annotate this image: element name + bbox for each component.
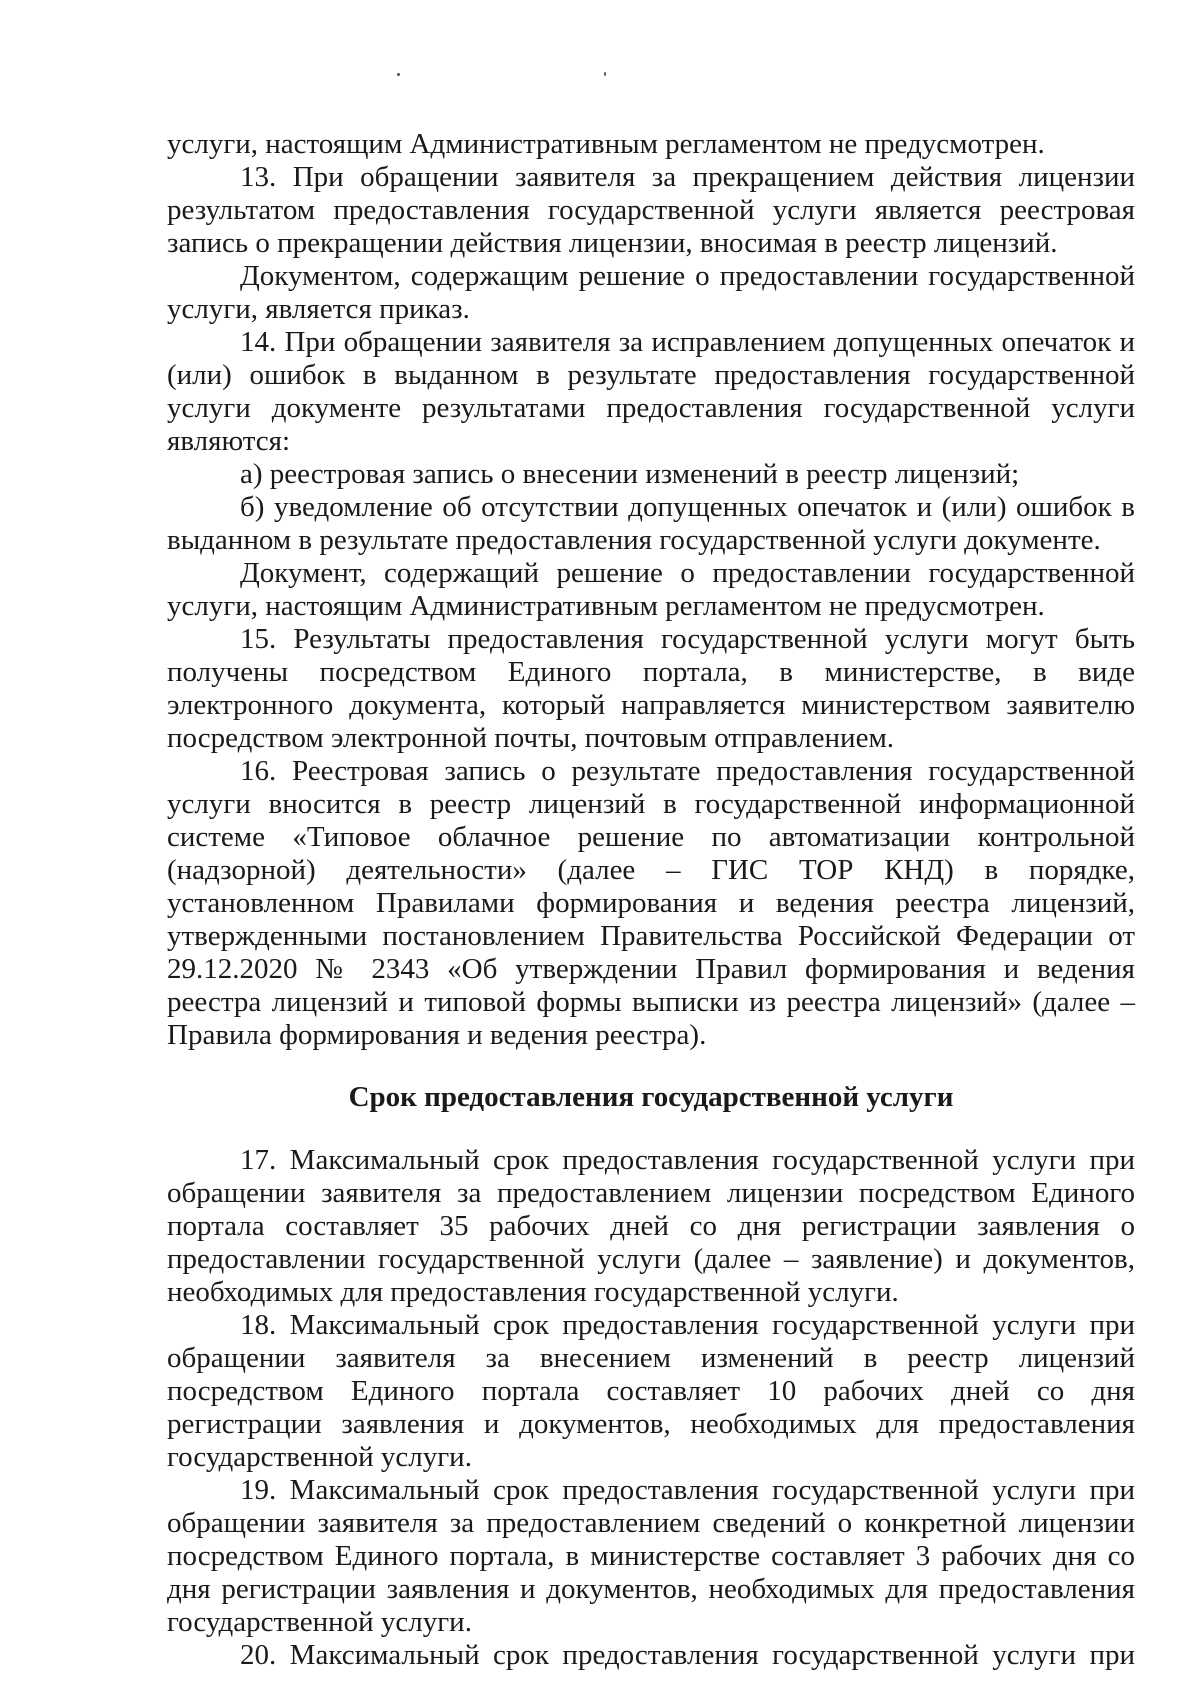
paragraph-item-13: 13. При обращении заявителя за прекращением действия лицензии результатом предоставления государственной услуги является реестровая запись о прекращении действия лицензии, вносимая в реестр лицензий. bbox=[167, 161, 1135, 259]
paragraph-item-18: 18. Максимальный срок предоставления государственной услуги при обращении заявителя за внесением изменений в реестр лицензий посредством Единого портала составляет 10 рабочих дней со дня регистрации заявления и документов, необходимых для предоставления государственной услуги. bbox=[167, 1309, 1135, 1473]
paragraph-item-14-a: а) реестровая запись о внесении изменений в реестр лицензий; bbox=[240, 458, 1020, 490]
paragraph-item-16: 16. Реестровая запись о результате предоставления государственной услуги вносится в реестр лицензий в государственной информационной системе «Типовое облачное решение по автоматизации контрольной (надзорной) деятельности» (далее – ГИС ТОР КНД) в порядке, установленном Правилами формирования и ведения реестра лицензий, утвержденными постановлением Правительства Российской Федерации от 29.12.2020 № 2343 «Об утверждении Правил формирования и ведения реестра лицензий и типовой формы выписки из реестра лицензий» (далее – Правила формирования и ведения реестра). bbox=[167, 755, 1135, 1051]
document-page bbox=[167, 128, 1135, 1672]
section-heading: Срок предоставления государственной услуги bbox=[348, 1081, 954, 1113]
scan-speck bbox=[604, 72, 606, 76]
paragraph-item-14-document: Документ, содержащий решение о предоставлении государственной услуги, настоящим Административным регламентом не предусмотрен. bbox=[167, 557, 1135, 622]
paragraph-item-20: 20. Максимальный срок предоставления государственной услуги при bbox=[240, 1639, 1135, 1671]
paragraph-item-14-b: б) уведомление об отсутствии допущенных опечаток и (или) ошибок в выданном в результате предоставления государственной услуги документе. bbox=[167, 491, 1135, 556]
scan-speck bbox=[397, 73, 400, 76]
paragraph-item-14: 14. При обращении заявителя за исправлением допущенных опечаток и (или) ошибок в выданном в результате предоставления государственной услуги документе результатами предоставления государственной услуги являются: bbox=[167, 326, 1135, 457]
paragraph-item-13-order: Документом, содержащим решение о предоставлении государственной услуги, является приказ. bbox=[167, 260, 1135, 325]
paragraph-item-19: 19. Максимальный срок предоставления государственной услуги при обращении заявителя за предоставлением сведений о конкретной лицензии посредством Единого портала, в министерстве составляет 3 рабочих дня со дня регистрации заявления и документов, необходимых для предоставления государственной услуги. bbox=[167, 1474, 1135, 1638]
paragraph-item-17: 17. Максимальный срок предоставления государственной услуги при обращении заявителя за предоставлением лицензии посредством Единого портала составляет 35 рабочих дней со дня регистрации заявления о предоставлении государственной услуги (далее – заявление) и документов, необходимых для предоставления государственной услуги. bbox=[167, 1144, 1135, 1308]
paragraph-item-15: 15. Результаты предоставления государственной услуги могут быть получены посредством Единого портала, в министерстве, в виде электронного документа, который направляется министерством заявителю посредством электронной почты, почтовым отправлением. bbox=[167, 623, 1135, 754]
paragraph-continuation: услуги, настоящим Административным регламентом не предусмотрен. bbox=[167, 128, 1045, 160]
